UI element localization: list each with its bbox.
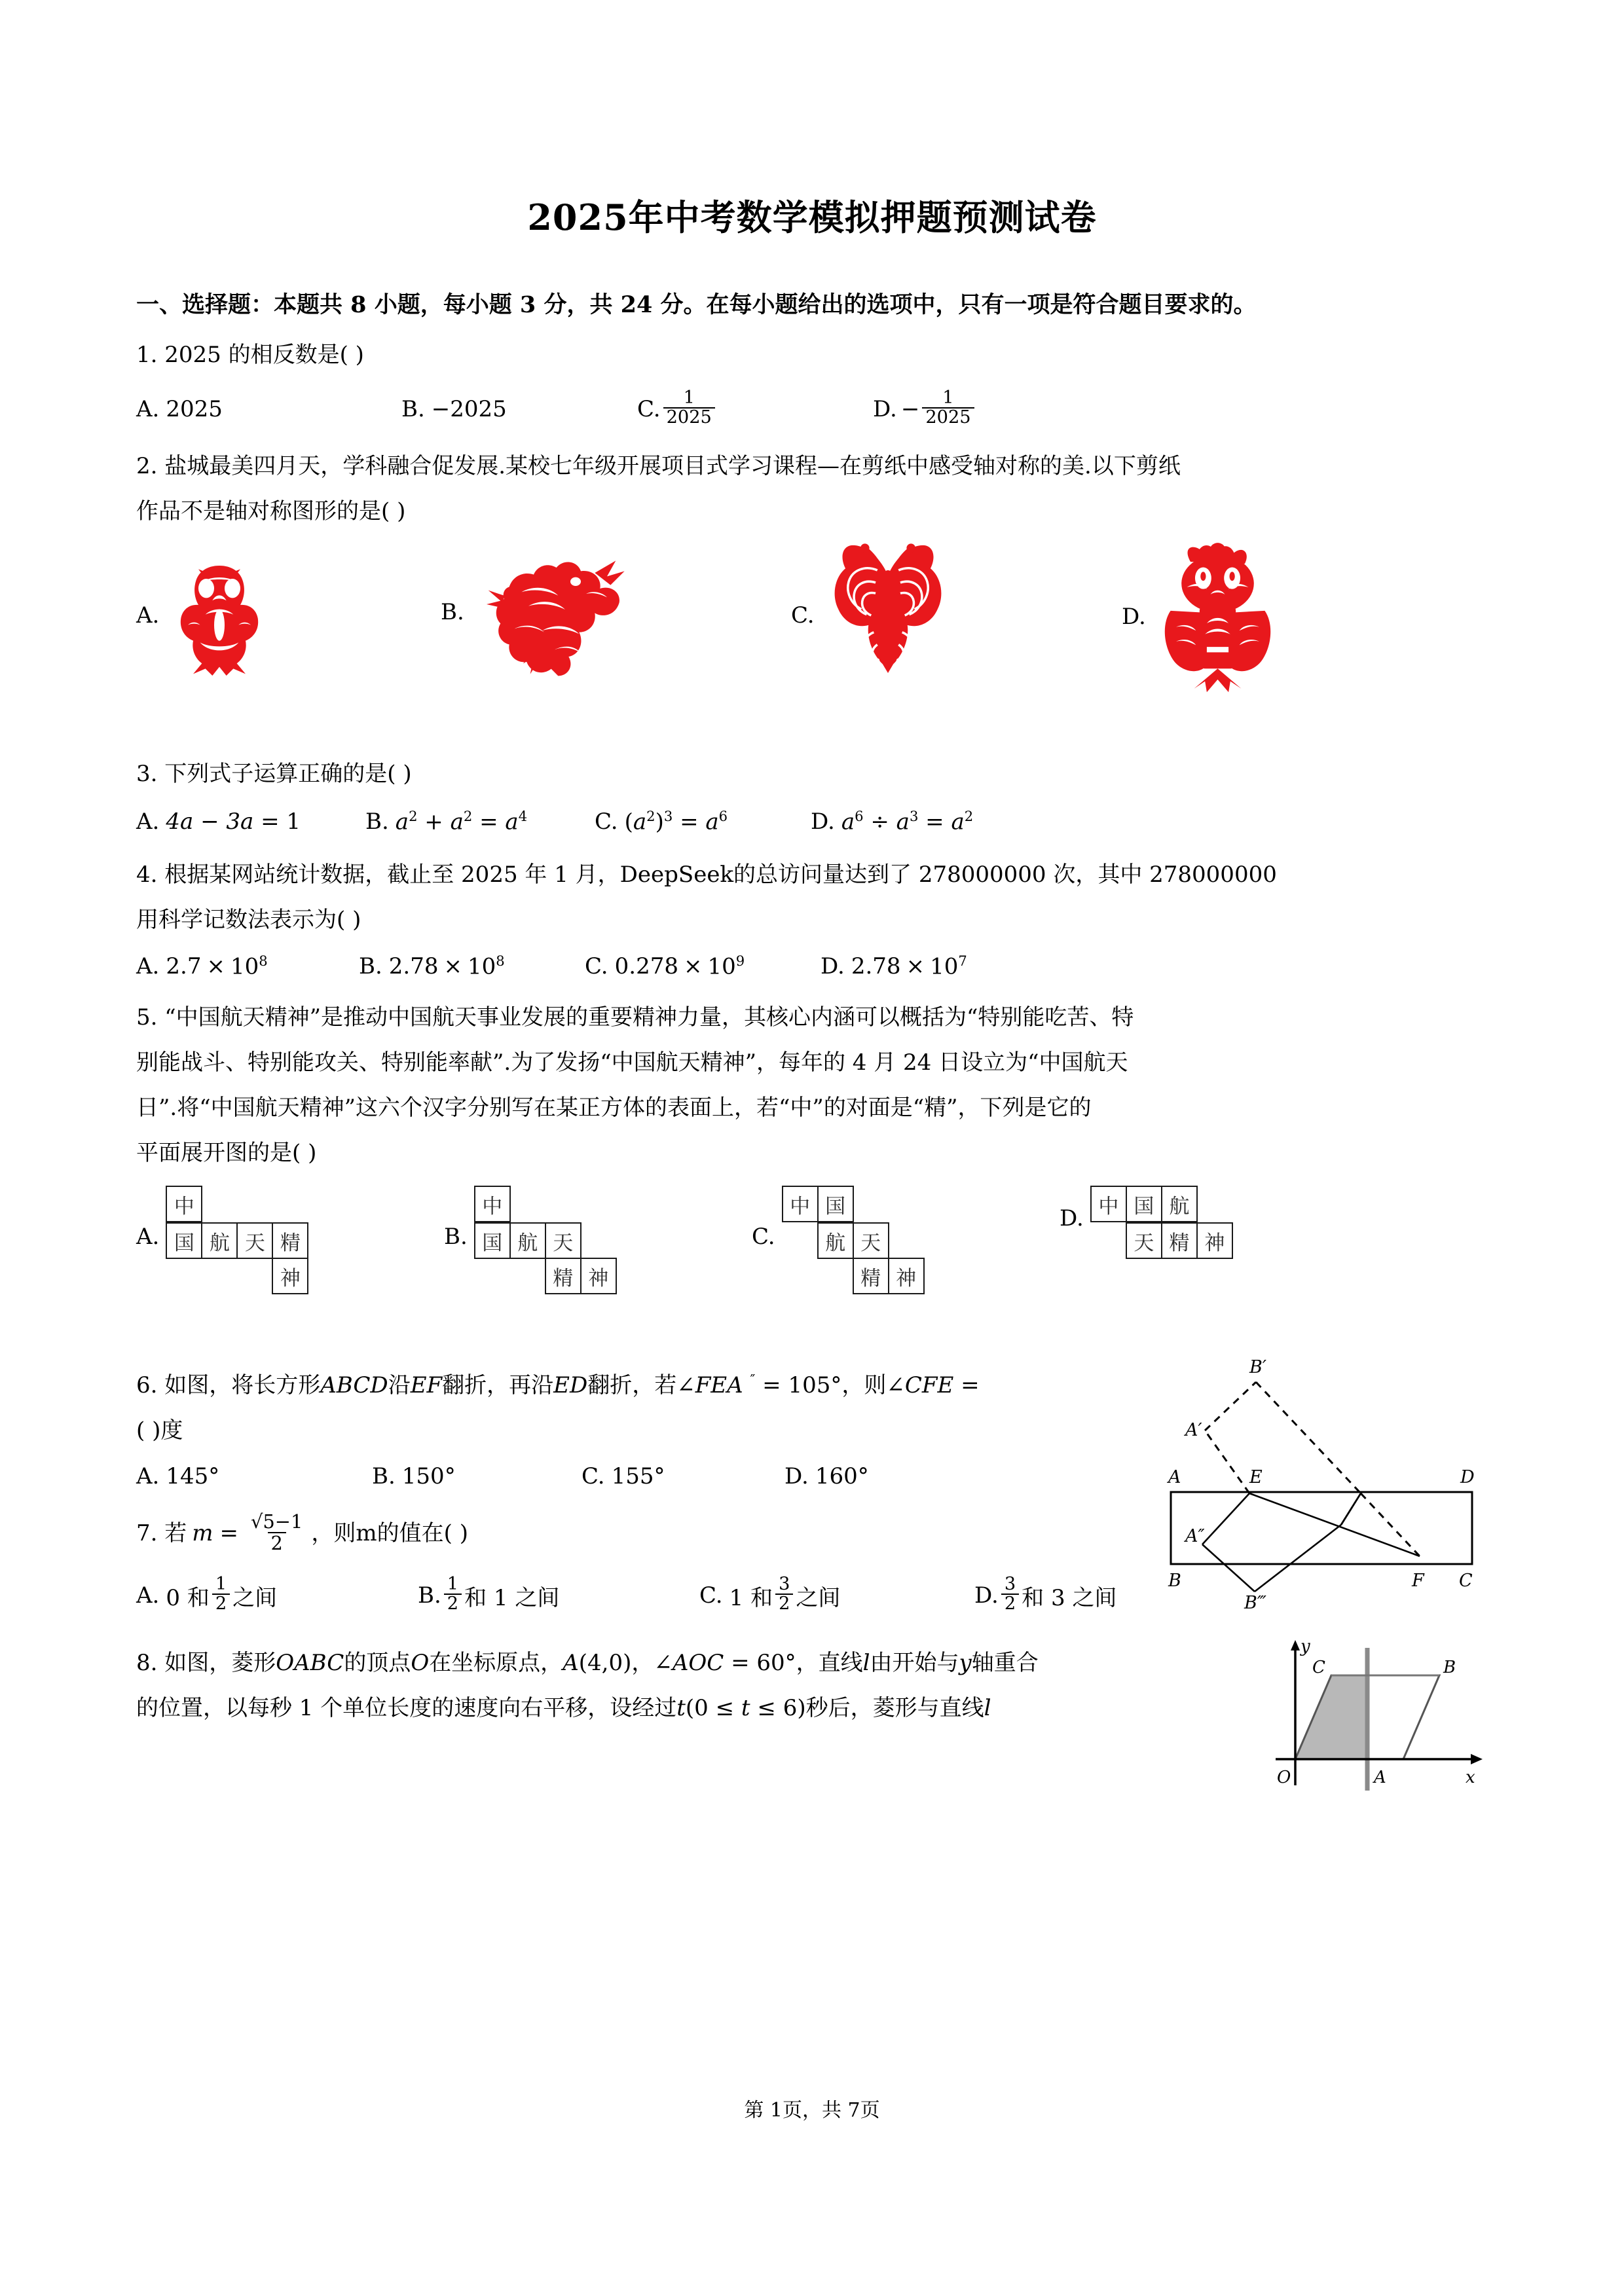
net-cell: 精 [545,1258,581,1294]
x-axis-arrow [1471,1754,1483,1764]
option-5-d[interactable] [1060,1186,1241,1264]
label-b: B [1443,1658,1456,1678]
rectangle-abcd [1171,1492,1472,1564]
page-title: 2025年中考数学模拟押题预测试卷 [527,196,1097,238]
net-cell: 天 [545,1222,581,1259]
option-1-a-label: A. [136,396,160,423]
fraction-numerator: 3 [779,1573,790,1594]
net-cell: 精 [272,1222,308,1259]
label-d: D [1460,1467,1475,1488]
fraction-numerator: √5−1 [251,1510,303,1533]
net-cell: 中 [474,1186,511,1222]
option-4-b[interactable] [359,953,585,979]
option-4-d-mantissa: 2.78 [851,953,901,980]
fraction-denominator: 2 [268,1532,286,1553]
shaded-region [1295,1675,1367,1759]
option-4-d[interactable] [821,953,967,979]
question-5-line4: 平面展开图的是( ) [136,1139,317,1166]
option-6-a[interactable] [136,1463,372,1489]
question-5-line2: 别能战斗、特别能攻关、特别能率献”.为了发扬“中国航天精神”，每年的 4 月 24 日设立为“中国航天 [136,1049,1128,1076]
question-7-text-post: ，则m的值在( ) [311,1520,468,1547]
option-7-b-label: B. [418,1582,441,1609]
question-8-text-g: 轴重合 [971,1650,1039,1677]
option-6-d[interactable] [784,1463,869,1489]
label-b-triple-prime: B‴ [1244,1593,1266,1611]
question-8-figure [1269,1635,1492,1801]
net-cell: 中 [782,1186,819,1222]
question-6-text-c: 翻折，再沿 [442,1372,554,1399]
label-x-axis: x [1466,1768,1475,1788]
option-2-c-label: C. [791,602,815,629]
question-6-7-region [136,1357,1505,1615]
option-2-a-label: A. [136,602,160,629]
option-3-a[interactable] [136,808,365,835]
question-3 [136,756,1505,835]
option-1-c[interactable] [637,387,873,429]
multiplication-sign: × [683,953,703,980]
option-1-d-fraction [922,389,974,428]
page-footer: 第 1页，共 7页 [744,2099,880,2122]
label-b: B [1168,1571,1181,1592]
option-4-a-power: $10^8$ [230,953,268,980]
net-cell: 国 [817,1186,854,1222]
question-2 [136,448,1505,704]
question-6-text-b: 沿 [388,1372,411,1399]
net-cell: 中 [166,1186,202,1222]
label-a: A [1374,1768,1386,1788]
question-6-figure [1145,1348,1511,1613]
question-8-line2: 的位置，以每秒 1 个单位长度的速度向右平移，设经过t(0 ≤ t ≤ 6)秒后，菱形与直线l [136,1695,991,1722]
net-cell: 天 [1126,1222,1162,1259]
label-a: A [1168,1467,1181,1488]
option-7-a[interactable] [136,1573,418,1615]
option-4-c-power: $10^9$ [707,953,745,980]
option-5-b-label: B. [444,1224,468,1250]
option-4-b-label: B. [359,953,382,980]
option-1-d-label: D. [873,396,897,423]
figure-labels [1166,1357,1475,1610]
net-cell: 国 [166,1222,202,1259]
question-8 [136,1645,1210,1726]
label-y-axis: y [1301,1637,1310,1657]
question-7-variable: m [192,1520,213,1547]
option-3-b[interactable] [365,808,595,835]
option-3-c-expr: $(a^2)^3 = a^6$ [624,807,728,835]
label-e: E [1249,1467,1263,1488]
section-heading: 一、选择题：本题共 8 小题，每小题 3 分，共 24 分。在每小题给出的选项中，只有一项是符合题目要求的。 [136,291,1257,318]
fraction-denominator: 2025 [663,407,715,428]
net-cell: 航 [509,1222,546,1259]
option-3-d-expr: $a^6 \div a^3 = a^2$ [841,807,974,835]
option-3-a-label: A. [136,808,160,835]
option-3-d-label: D. [811,808,835,835]
fraction-numerator: 1 [683,387,695,408]
question-1-text: 1. 2025 的相反数是( ) [136,341,364,368]
question-8-text-h: 的位置，以每秒 1 个单位长度的速度向右平移，设经过 [136,1695,677,1722]
option-1-d-sign: − [900,396,920,423]
question-8-text-d: ， [631,1650,654,1677]
option-1-d[interactable] [873,387,977,429]
option-2-b[interactable] [441,547,669,678]
option-7-b[interactable] [418,1573,699,1615]
question-7-text [136,1510,1138,1554]
label-c: C [1312,1658,1325,1678]
option-7-b-post: 和 1 之间 [464,1584,560,1611]
option-7-a-fraction [212,1575,230,1614]
option-4-d-label: D. [821,953,845,980]
y-axis-arrow [1291,1640,1300,1650]
fraction-numerator: 1 [447,1573,459,1594]
rectangle-fold-diagram [1145,1348,1511,1610]
label-f: F [1412,1571,1424,1592]
option-4-c[interactable] [585,953,821,979]
net-cell: 国 [474,1222,511,1259]
option-1-c-fraction [663,389,715,428]
net-cell: 神 [580,1258,617,1294]
net-cell: 精 [1161,1222,1198,1259]
option-7-c-pre: 1 和 [729,1584,773,1611]
option-7-d-fraction [1001,1575,1019,1614]
option-7-c-post: 之间 [796,1584,841,1611]
question-6-text-a: 6. 如图，将长方形 [136,1372,321,1399]
option-1-a-value: 2025 [166,396,223,423]
question-5 [136,1000,1505,1330]
question-7-options [136,1573,1138,1615]
option-7-c-label: C. [699,1582,723,1609]
option-7-a-pre: 0 和 [166,1584,210,1611]
option-4-a-mantissa: 2.7 [166,953,202,980]
question-7 [136,1510,1138,1615]
label-c: C [1459,1571,1473,1592]
fraction-denominator: 2 [444,1594,462,1614]
net-cell: 精 [853,1258,889,1294]
rhombus-coordinate-diagram [1269,1635,1492,1798]
net-cell: 天 [853,1222,889,1259]
folded-solid-shape [1202,1493,1420,1592]
exam-content [136,288,1505,1788]
fraction-numerator: 1 [942,387,954,408]
question-3-options [136,808,1505,835]
papercut-frog-icon [167,547,272,684]
option-4-c-mantissa: 0.278 [614,953,678,980]
cube-net-c [782,1186,932,1298]
multiplication-sign: × [206,953,225,980]
label-a-double-prime: A″ [1185,1526,1205,1547]
question-6-text-e: ，则 [841,1372,887,1399]
net-cell: 航 [1161,1186,1198,1222]
question-7-text-pre: 7. 若 [136,1520,187,1547]
option-6-d-value: 160° [815,1463,869,1490]
option-4-b-mantissa: 2.78 [388,953,439,980]
question-4-line1: 4. 根据某网站统计数据，截止至 2025 年 1 月，DeepSeek的总访问量达到了 278000000 次，其中 278000000 [136,862,1277,888]
papercut-dragon-icon [472,547,669,678]
question-6-line2: ( )度 [136,1417,183,1444]
net-cell: 中 [1090,1186,1127,1222]
option-1-b[interactable] [401,390,637,429]
question-8-text-i: 秒后，菱形与直线 [805,1695,984,1722]
label-b-prime: B′ [1249,1357,1266,1378]
question-4 [136,857,1505,979]
question-8-text-c: 在坐标原点， [429,1650,563,1677]
option-3-d[interactable] [811,808,973,835]
figure-labels [1277,1637,1475,1787]
option-7-d-post: 和 3 之间 [1022,1584,1117,1611]
multiplication-sign: × [443,953,462,980]
question-6-text-d: 翻折，若 [587,1372,677,1399]
option-6-b-value: 150° [401,1463,456,1490]
label-o-origin: O [1277,1768,1291,1788]
net-cell: 国 [1126,1186,1162,1222]
net-cell: 航 [201,1222,238,1259]
option-6-c-value: 155° [611,1463,665,1490]
fraction-numerator: 3 [1004,1573,1016,1594]
question-4-line2: 用科学记数法表示为( ) [136,907,361,934]
option-2-b-label: B. [441,598,464,625]
option-6-d-label: D. [784,1463,809,1490]
option-2-c[interactable] [791,540,953,691]
question-8-text-b: 的顶点 [344,1650,411,1677]
option-5-c-label: C. [752,1224,775,1250]
option-6-b-label: B. [372,1463,396,1490]
question-5-options [136,1186,1505,1330]
option-7-b-fraction [444,1575,462,1614]
question-7-fraction [248,1512,306,1553]
question-5-line1: 5. “中国航天精神”是推动中国航天事业发展的重要精神力量，其核心内涵可以概括为“特别能吃苦、特 [136,1004,1134,1030]
multiplication-sign: × [906,953,925,980]
option-4-d-power: $10^7$ [930,953,967,980]
option-5-d-label: D. [1060,1205,1084,1232]
question-8-text-a: 8. 如图，菱形 [136,1650,276,1677]
option-2-d[interactable] [1122,540,1282,694]
question-4-options [136,953,1505,979]
option-5-a-label: A. [136,1224,160,1250]
question-8-region [136,1637,1505,1788]
option-7-c[interactable] [699,1573,974,1615]
option-2-a[interactable] [136,547,272,684]
question-2-options [136,540,1505,704]
question-8-text-f: 由开始与 [870,1650,959,1677]
option-1-c-label: C. [637,396,661,423]
question-3-text: 3. 下列式子运算正确的是( ) [136,760,412,787]
option-5-b[interactable] [444,1186,625,1298]
question-6-line1: 6. 如图，将长方形ABCD沿EF翻折，再沿ED翻折，若∠FEA ″ = 105°，则∠CFE = [136,1371,980,1399]
fraction-denominator: 2 [212,1594,230,1614]
option-4-c-label: C. [585,953,608,980]
option-7-d[interactable] [974,1573,1117,1615]
net-cell: 天 [236,1222,273,1259]
option-7-c-fraction [775,1575,793,1614]
option-2-d-label: D. [1122,604,1146,630]
option-3-c-label: C. [595,808,618,835]
option-5-c[interactable] [752,1186,932,1298]
option-7-a-post: 之间 [232,1584,278,1611]
option-3-b-expr: $a^2 + a^2 = a^4$ [395,807,528,835]
cube-net-a [166,1186,316,1298]
net-cell: 神 [1196,1222,1233,1259]
question-6-options [136,1463,1138,1489]
option-6-c-label: C. [581,1463,605,1490]
papercut-tiger-fish-icon [1154,540,1282,694]
option-1-b-value: −2025 [431,396,507,423]
fraction-denominator: 2 [775,1594,793,1614]
option-4-a-label: A. [136,953,160,980]
option-3-a-expr: 4a − 3a = 1 [166,808,301,835]
option-1-a[interactable] [136,390,401,429]
net-cell: 神 [888,1258,925,1294]
option-6-b[interactable] [372,1463,581,1489]
option-1-b-label: B. [401,396,425,423]
option-3-b-label: B. [365,808,389,835]
cube-net-d [1090,1186,1241,1264]
question-2-line2: 作品不是轴对称图形的是( ) [136,498,406,524]
option-5-a[interactable] [136,1186,316,1298]
net-cell: 神 [272,1258,308,1294]
option-7-d-label: D. [974,1582,999,1609]
option-6-c[interactable] [581,1463,784,1489]
net-cell: 航 [817,1222,854,1259]
cube-net-b [474,1186,625,1298]
option-4-a[interactable] [136,953,359,979]
option-3-c[interactable] [595,808,811,835]
question-1 [136,337,1505,429]
label-a-prime: A′ [1185,1420,1202,1441]
question-8-text-e: ，直线 [796,1650,863,1677]
papercut-butterfly-icon [822,540,953,691]
option-4-b-power: $10^8$ [468,953,505,980]
option-7-a-label: A. [136,1582,160,1609]
fraction-denominator: 2 [1001,1594,1019,1614]
question-8-line1: 8. 如图，菱形OABC的顶点O在坐标原点，A(4,0)，∠AOC = 60°，直线l由开始与y轴重合 [136,1650,1039,1677]
folded-dashed-shape [1205,1382,1420,1556]
option-6-a-label: A. [136,1463,160,1490]
fraction-numerator: 1 [215,1573,227,1594]
question-2-line1: 2. 盐城最美四月天，学科融合促发展.某校七年级开展项目式学习课程—在剪纸中感受轴对称的美.以下剪纸 [136,452,1181,479]
option-6-a-value: 145° [166,1463,220,1490]
question-5-line3: 日”.将“中国航天精神”这六个汉字分别写在某正方体的表面上，若“中”的对面是“精”，下列是它的 [136,1094,1092,1121]
question-1-options [136,387,1505,429]
question-7-equals: = [219,1520,238,1547]
question-6 [136,1368,1138,1489]
fraction-denominator: 2025 [922,407,974,428]
